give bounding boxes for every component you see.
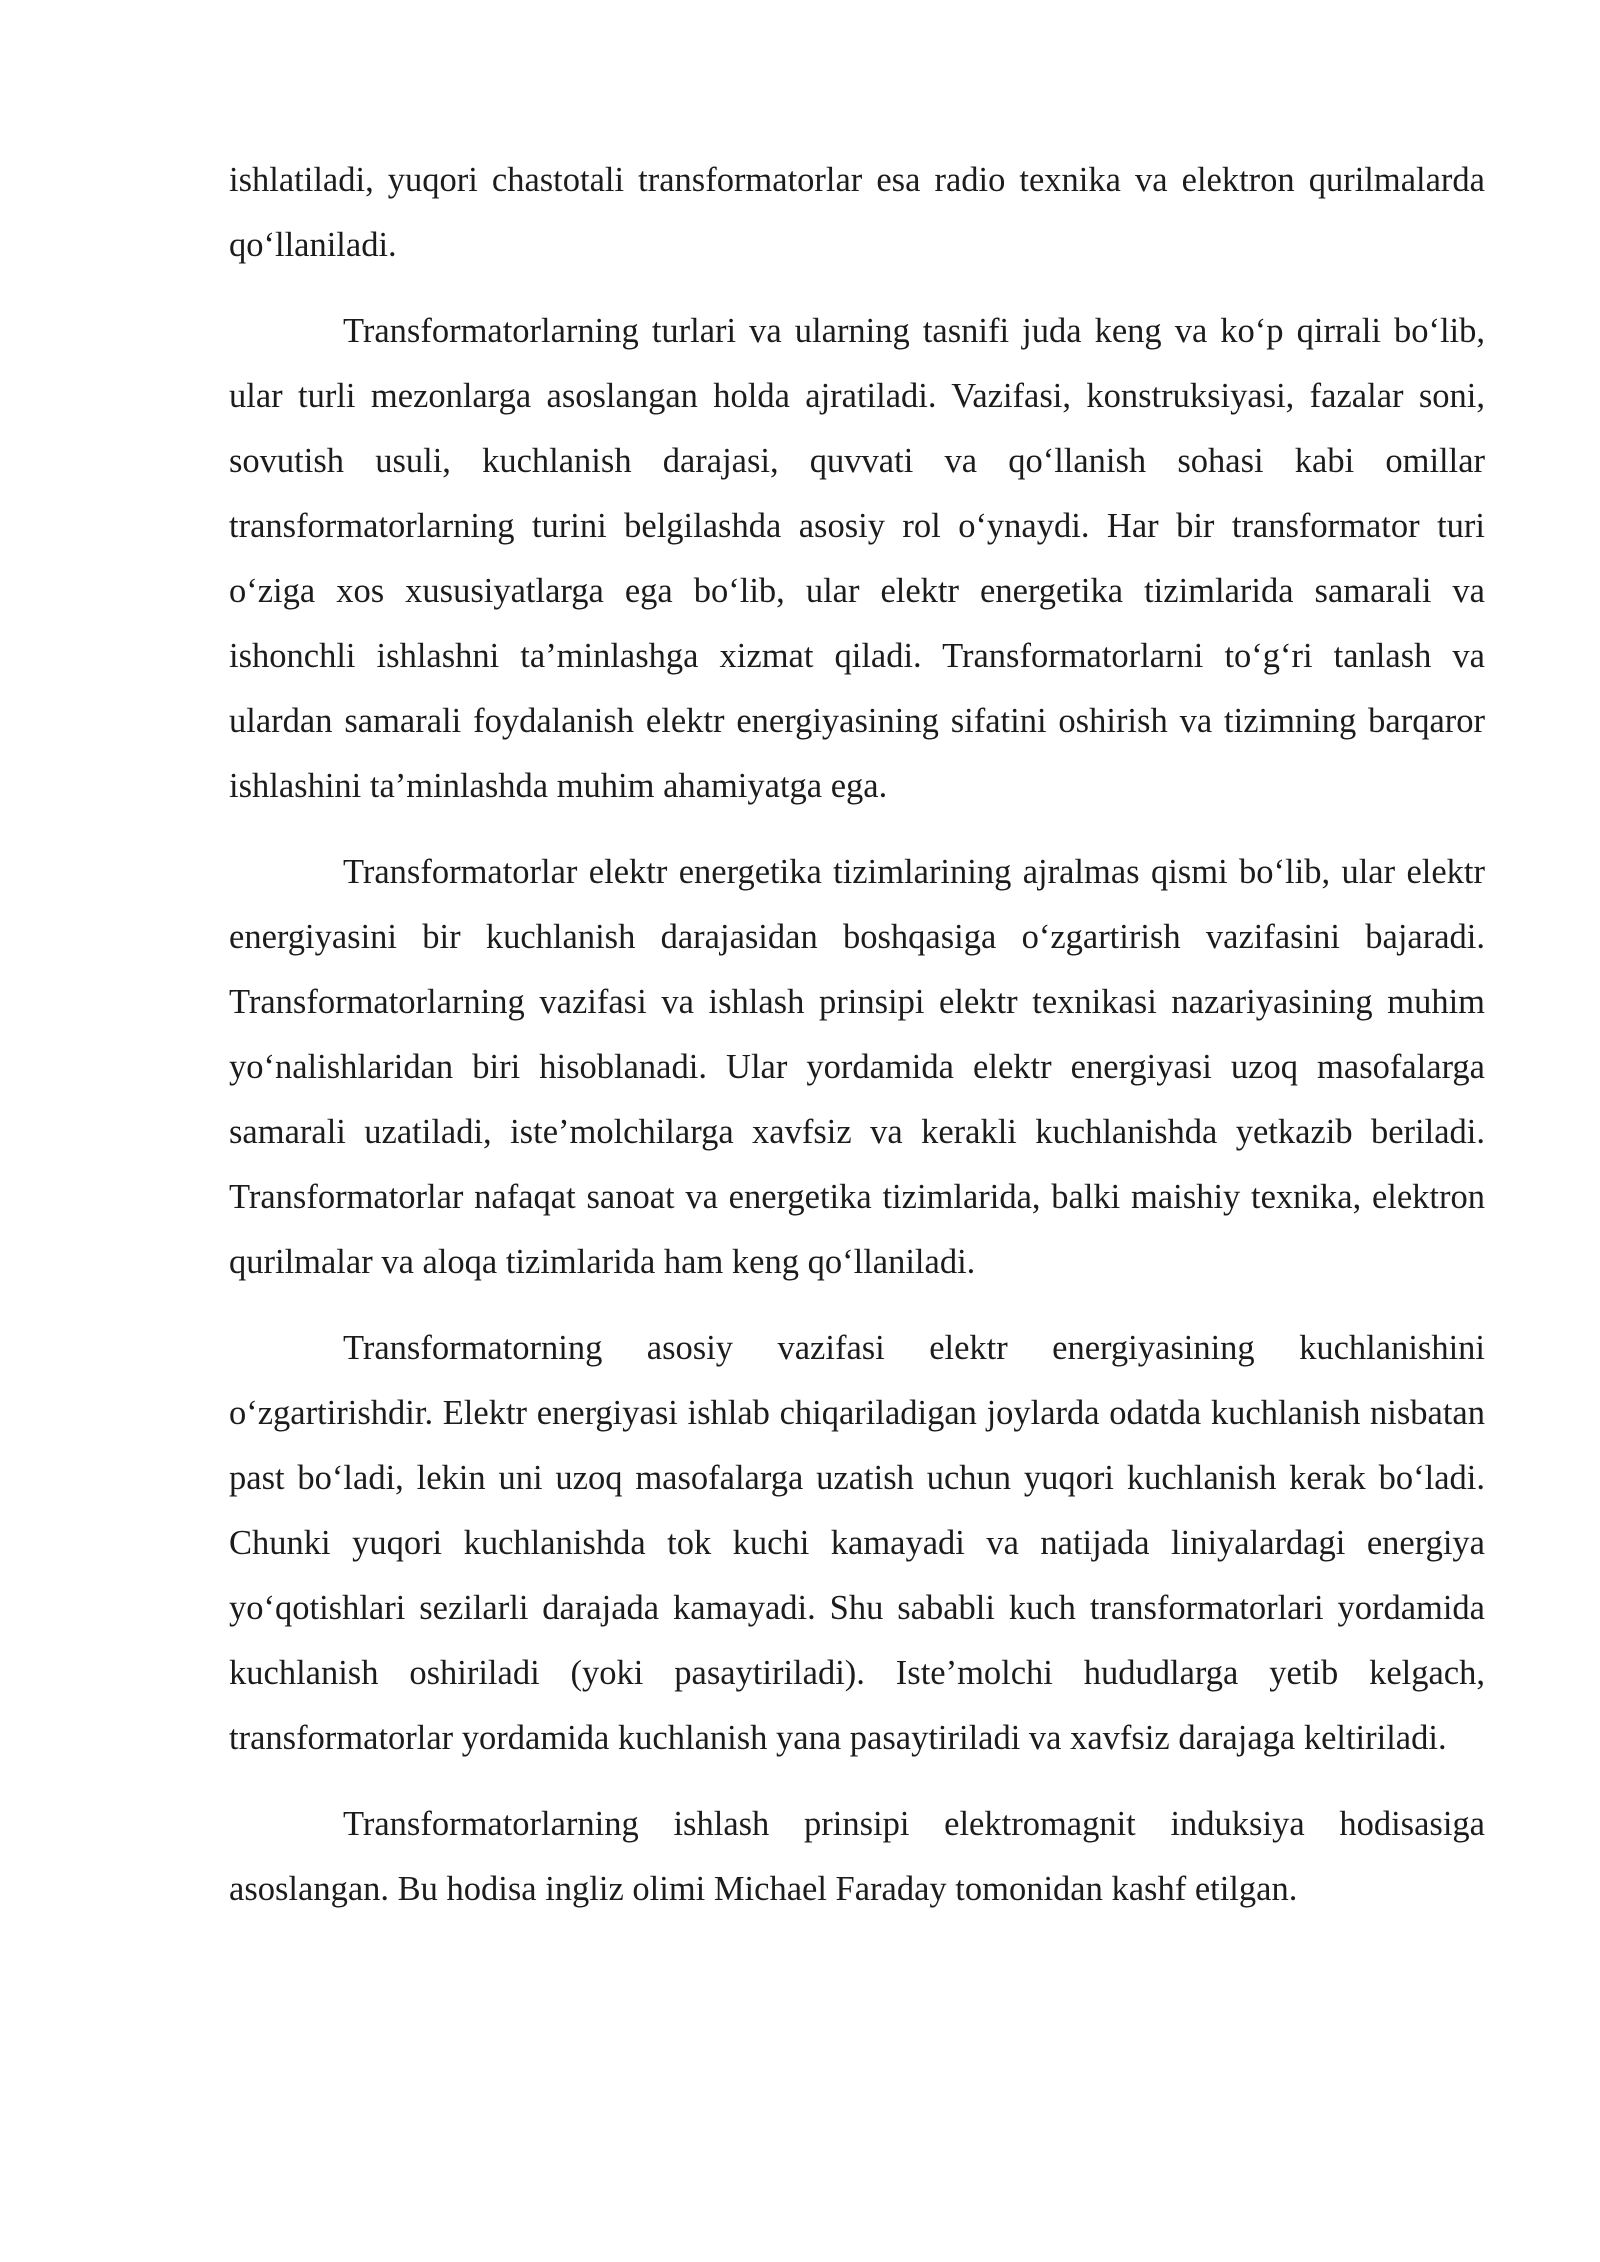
paragraph-continuation: ishlatiladi, yuqori chastotali transformatorlar esa radio texnika va elektron qurilmalarda qo‘llaniladi. <box>229 161 1485 264</box>
paragraph-working-principle: Transformatorlarning ishlash prinsipi elektromagnit induksiya hodisasiga asoslangan. Bu hodisa ingliz olimi Michael Faraday tomonidan kashf etilgan. <box>229 1805 1485 1908</box>
body-text <box>229 148 1485 1922</box>
paragraph-transformer-types: Transformatorlarning turlari va ularning tasnifi juda keng va ko‘p qirrali bo‘lib, ular turli mezonlarga asoslangan holda ajratiladi. Vazifasi, konstruksiyasi, fazalar soni, sovutish usuli, kuchlanish darajasi, quvvati va qo‘llanish sohasi kabi omillar transformatorlarning turini belgilashda asosiy rol o‘ynaydi. Har bir transformator turi o‘ziga xos xususiyatlarga ega bo‘lib, ular elektr energetika tizimlarida samarali va ishonchli ishlashni ta’minlashga xizmat qiladi. Transformatorlarni to‘g‘ri tanlash va ulardan samarali foydalanish elektr energiyasining sifatini oshirish va tizimning barqaror ishlashini ta’minlashda muhim ahamiyatga ega. <box>229 312 1485 805</box>
paragraph-main-function: Transformatorning asosiy vazifasi elektr energiyasining kuchlanishini o‘zgartirishdir. Elektr energiyasi ishlab chiqariladigan joylarda odatda kuchlanish nisbatan past bo‘ladi, lekin uni uzoq masofalarga uzatish uchun yuqori kuchlanish kerak bo‘ladi. Chunki yuqori kuchlanishda tok kuchi kamayadi va natijada liniyalardagi energiya yo‘qotishlari sezilarli darajada kamayadi. Shu sababli kuch transformatorlari yordamida kuchlanish oshiriladi (yoki pasaytiriladi). Iste’molchi hududlarga yetib kelgach, transformatorlar yordamida kuchlanish yana pasaytiriladi va xavfsiz darajaga keltiriladi. <box>229 1329 1485 1757</box>
paragraph-transformer-role: Transformatorlar elektr energetika tizimlarining ajralmas qismi bo‘lib, ular elektr energiyasini bir kuchlanish darajasidan boshqasiga o‘zgartirish vazifasini bajaradi. Transformatorlarning vazifasi va ishlash prinsipi elektr texnikasi nazariyasining muhim yo‘nalishlaridan biri hisoblanadi. Ular yordamida elektr energiyasi uzoq masofalarga samarali uzatiladi, iste’molchilarga xavfsiz va kerakli kuchlanishda yetkazib beriladi. Transformatorlar nafaqat sanoat va energetika tizimlarida, balki maishiy texnika, elektron qurilmalar va aloqa tizimlarida ham keng qo‘llaniladi. <box>229 853 1485 1281</box>
